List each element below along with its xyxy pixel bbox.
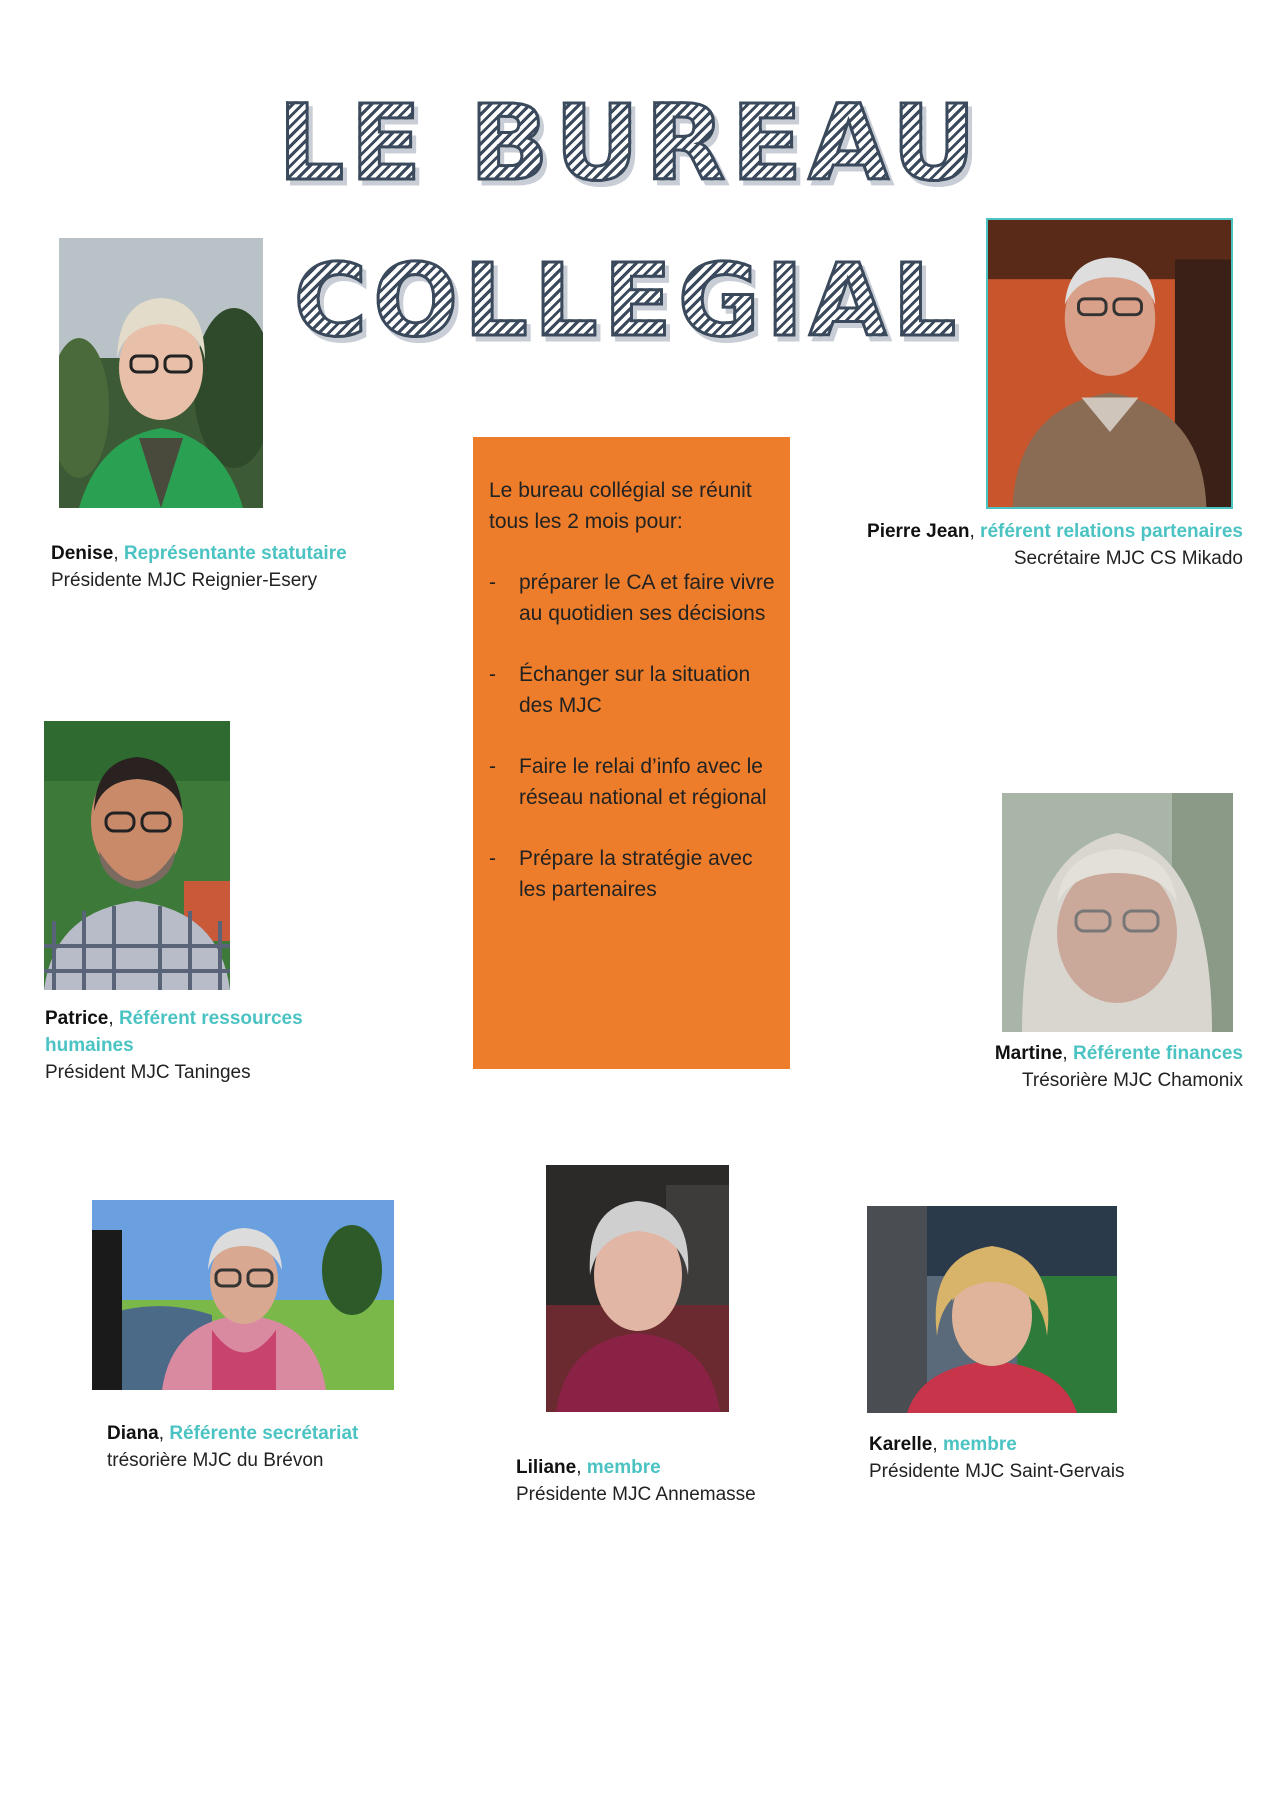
caption-karelle: Karelle, membre Présidente MJC Saint-Gervais [869, 1434, 1125, 1482]
info-list-item: - Faire le relai d’info avec le réseau national et régional [489, 751, 776, 813]
member-position: Présidente MJC Saint-Gervais [869, 1461, 1125, 1482]
photo-patrice [44, 721, 230, 990]
member-role: membre [942, 1434, 1017, 1455]
member-role: référent relations partenaires [980, 521, 1243, 542]
info-box [473, 437, 790, 1069]
caption-patrice: Patrice, Référent ressources humaines Président MJC Taninges [45, 1008, 303, 1083]
member-role: Référente secrétariat [169, 1423, 359, 1444]
member-role: Référente finances [1072, 1043, 1243, 1064]
member-name: Pierre Jean [867, 521, 970, 542]
member-name: Karelle [869, 1434, 933, 1455]
page-title-line-1: LE BUREAU [0, 88, 1270, 198]
photo-diana [92, 1200, 394, 1390]
caption-pierre-jean: Pierre Jean, référent relations partenaires Secrétaire MJC CS Mikado [867, 521, 1243, 569]
member-name: Patrice [45, 1008, 109, 1029]
photo-martine [1002, 793, 1233, 1032]
member-position: Secrétaire MJC CS Mikado [1013, 548, 1243, 569]
page-title-line-2: COLLEGIAL [0, 246, 1268, 356]
caption-diana: Diana, Référente secrétariat trésorière MJC du Brévon [107, 1423, 359, 1471]
info-list-item: - Prépare la stratégie avec les partenaires [489, 843, 776, 905]
member-position: Présidente MJC Reignier-Esery [51, 570, 318, 591]
photo-pierre-jean [986, 218, 1233, 509]
member-position: Présidente MJC Annemasse [516, 1484, 756, 1505]
photo-karelle [867, 1206, 1117, 1413]
info-list [489, 567, 776, 905]
info-list-item: - préparer le CA et faire vivre au quotidien ses décisions [489, 567, 776, 629]
photo-denise [59, 238, 263, 508]
member-role: membre [586, 1457, 661, 1478]
member-name: Diana [107, 1423, 159, 1444]
member-position: trésorière MJC du Brévon [107, 1450, 324, 1471]
member-position: Trésorière MJC Chamonix [1021, 1070, 1243, 1091]
info-list-item: - Échanger sur la situation des MJC [489, 659, 776, 721]
member-position: Président MJC Taninges [45, 1062, 251, 1083]
caption-martine: Martine, Référente finances Trésorière MJC Chamonix [994, 1043, 1243, 1091]
member-role: Représentante statutaire [123, 543, 347, 564]
member-name: Denise [51, 543, 114, 564]
info-intro: Le bureau collégial se réunit tous les 2 mois pour: [489, 479, 752, 533]
member-name: Martine [994, 1043, 1063, 1064]
member-role: Référent ressources humaines [45, 1008, 303, 1056]
caption-denise: Denise, Représentante statutaire Présidente MJC Reignier-Esery [51, 543, 347, 591]
caption-liliane: Liliane, membre Présidente MJC Annemasse [516, 1457, 756, 1505]
photo-liliane [546, 1165, 729, 1412]
member-name: Liliane [516, 1457, 577, 1478]
